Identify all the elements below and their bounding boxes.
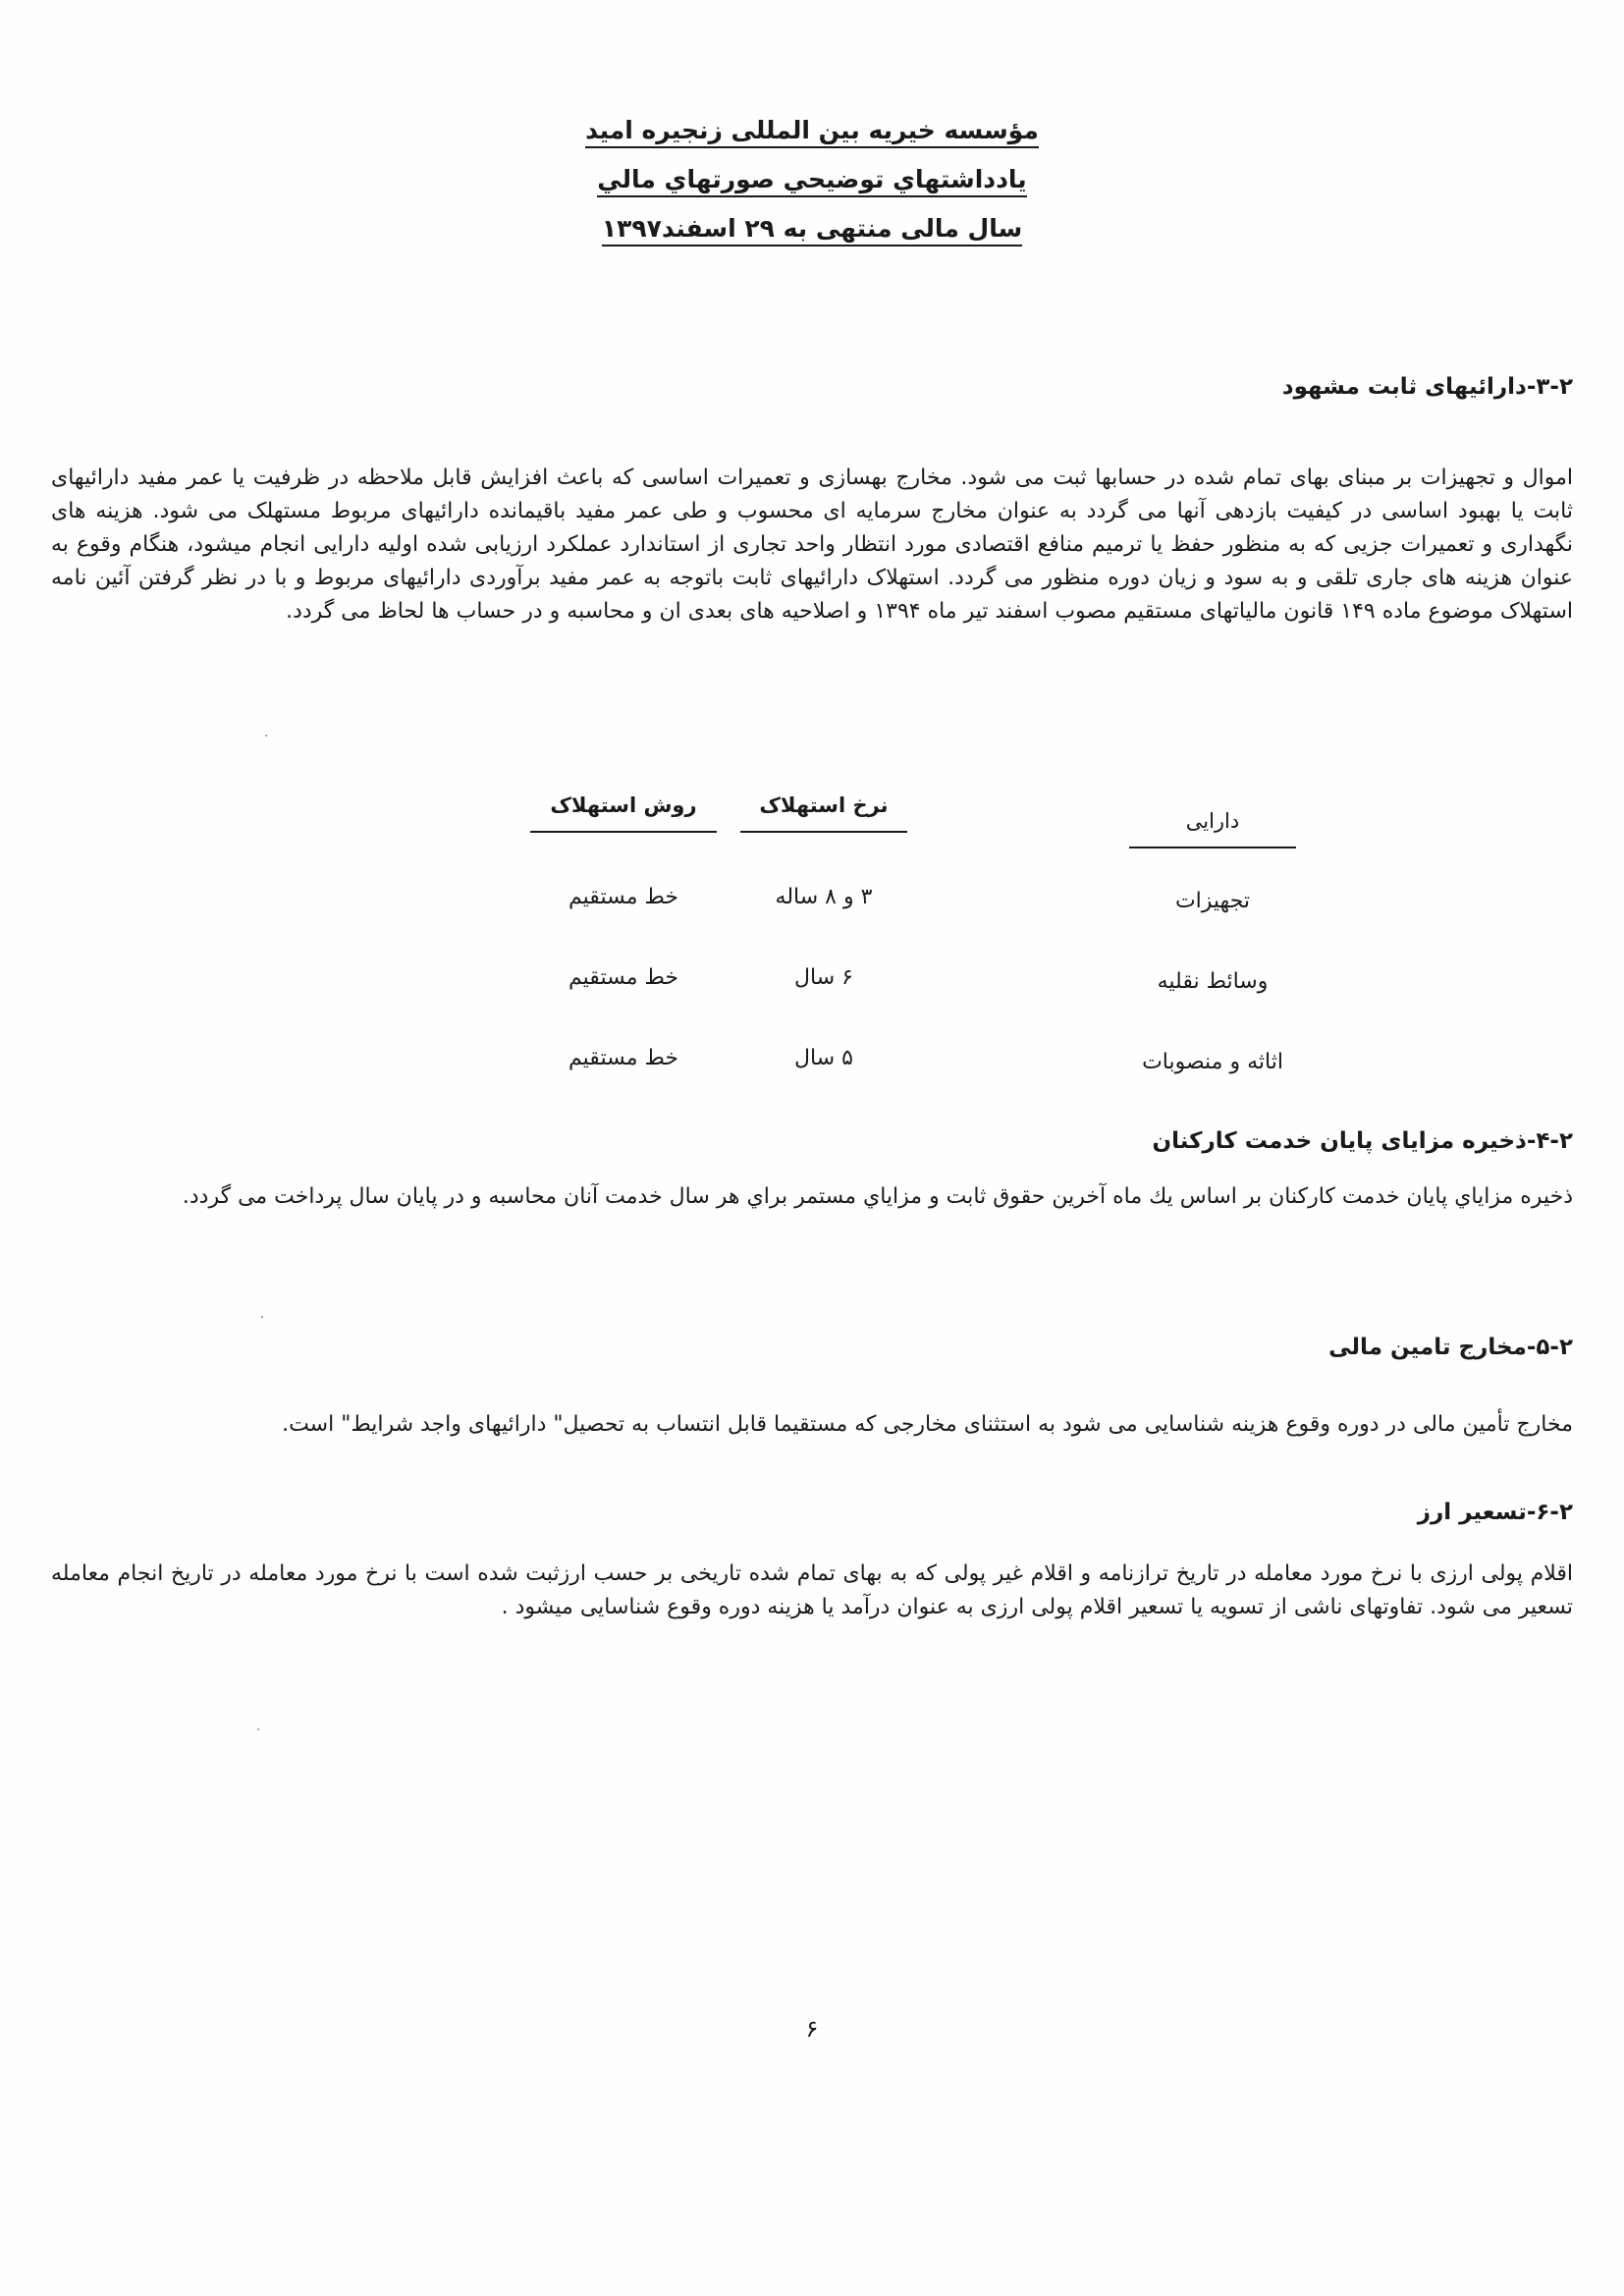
section-fx [51, 1497, 1573, 1528]
section-end-of-service [51, 1125, 1573, 1157]
section-end-of-service-body [51, 1180, 1573, 1214]
section-fixed-assets [51, 371, 1573, 403]
table-cell-asset: وسائط نقلیه [1157, 969, 1269, 994]
table-column-rate [740, 793, 907, 833]
section-heading: ۳-۲-دارائیهای ثابت مشهود [1281, 374, 1573, 400]
table-cell-asset: اثاثه و منصوبات [1142, 1050, 1283, 1074]
section-paragraph: مخارج تأمین مالی در دوره وقوع هزینه شناسایی می شود به استثنای مخارجی که مستقیما قابل انتساب به تحصیل" دارائیهای واجد شرایط" است. [282, 1412, 1573, 1437]
table-cell-method: خط مستقیم [568, 885, 678, 909]
section-fx-body [51, 1558, 1573, 1624]
page-number: ۶ [805, 2015, 819, 2043]
document-header [0, 106, 1624, 253]
table-cell-asset: تجهیزات [1174, 889, 1251, 913]
section-financing-costs-body [51, 1408, 1573, 1442]
scan-speck [257, 1728, 259, 1730]
table-column-asset [1129, 809, 1296, 848]
section-paragraph: ذخیره مزاياي پايان خدمت كاركنان بر اساس يك ماه آخرين حقوق ثابت و مزاياي مستمر براي هر سال خدمت آنان محاسبه و در پايان سال پرداخت مى گردد. [182, 1184, 1573, 1209]
section-paragraph: اقلام پولی ارزی با نرخ مورد معامله در تاریخ ترازنامه و اقلام غیر پولی که به بهای تمام شده تاریخی بر حسب ارزثبت شده است با نرخ مورد معامله در تاریخ انجام معامله تسعیر می شود. تفاوتهای ناشی از تسویه یا تسعیر اقلام پولی ارزی به عنوان درآمد یا هزینه دوره وقوع شناسایی میشود . [51, 1561, 1573, 1619]
scan-speck [265, 735, 267, 737]
table-cell-method: خط مستقیم [568, 1046, 678, 1070]
table-header-method: روش استهلاک [530, 793, 717, 833]
section-fixed-assets-body [51, 462, 1573, 629]
section-financing-costs [51, 1332, 1573, 1363]
document-subtitle: يادداشتهاي توضيحي صورتهاي مالي [0, 155, 1624, 204]
fiscal-period: سال مالی منتهی به ۲۹ اسفند۱۳۹۷ [0, 204, 1624, 253]
table-cell-rate: ۵ سال [794, 1046, 853, 1070]
organization-name: مؤسسه خیریه بین المللی زنجیره امید [0, 106, 1624, 155]
scan-speck [261, 1316, 263, 1318]
table-cell-rate: ۳ و ۸ ساله [775, 885, 873, 909]
section-heading: ۶-۲-تسعیر ارز [1417, 1500, 1573, 1525]
table-header-asset: دارایی [1129, 809, 1296, 848]
table-cell-rate: ۶ سال [794, 965, 853, 990]
section-heading: ۴-۲-ذخیره مزایای پایان خدمت کارکنان [1152, 1128, 1573, 1154]
table-header-rate: نرخ استهلاک [740, 793, 907, 833]
table-cell-method: خط مستقیم [568, 965, 678, 990]
section-paragraph: اموال و تجهیزات بر مبنای بهای تمام شده در حسابها ثبت می شود. مخارج بهسازی و تعمیرات اساسی که باعث افزایش قابل ملاحظه در ظرفیت یا عمر مفید دارائیهای ثابت یا بهبود اساسی در کیفیت بازدهی آنها می گردد به عنوان مخارج سرمایه ای محسوب و طی عمر مفید باقیمانده دارائیهای مربوط مستهلک می شود. هزینه های نگهداری و تعمیرات جزیی که به منظور حفظ یا ترمیم منافع اقتصادی مورد انتظار واحد تجاری از استاندارد عملکرد ارزیابی شده اولیه دارایی انجام میشود، هنگام وقوع به عنوان هزینه های جاری تلقی و به سود و زیان دوره منظور می گردد. استهلاک دارائیهای ثابت باتوجه به عمر مفید برآوردی دارائیهای مربوط و با در نظر گرفتن آئین نامه استهلاک موضوع ماده ۱۴۹ قانون مالیاتهای مستقیم مصوب اسفند تیر ماه ۱۳۹۴ و اصلاحیه های بعدی ان و محاسبه و در حساب ها لحاظ می گردد. [51, 465, 1573, 624]
section-heading: ۵-۲-مخارج تامین مالی [1328, 1335, 1573, 1360]
table-column-method [530, 793, 717, 833]
